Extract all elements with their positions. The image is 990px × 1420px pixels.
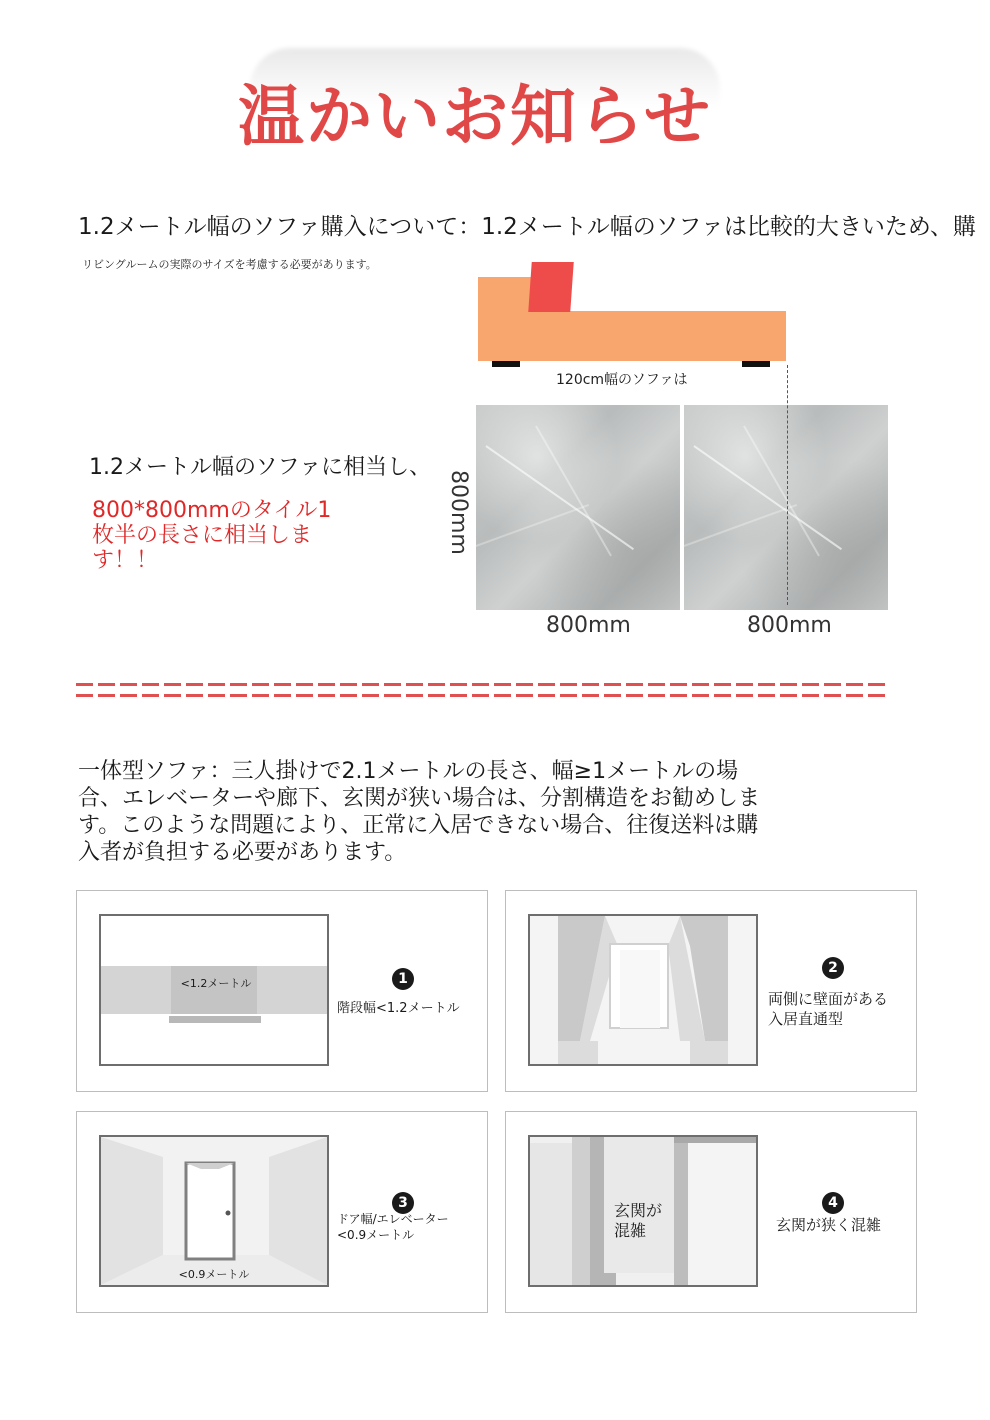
sofa-end-guide-line [787, 365, 788, 605]
tile-equivalent-highlight: 800*800mmのタイル1枚半の長さに相当します！！ [92, 498, 332, 573]
step-number-badge: 3 [392, 1192, 414, 1214]
corridor-svg [530, 916, 756, 1064]
sofa-leg-right [742, 361, 770, 367]
tile-width-label-left: 800mm [546, 613, 631, 638]
living-room-note: リビングルームの実際のサイズを考慮する必要があります。 [82, 258, 377, 271]
step-number-badge: 1 [392, 968, 414, 990]
step-number-badge: 4 [822, 1192, 844, 1214]
corridor-illustration [528, 914, 758, 1066]
card-2-text: 両側に壁面がある入居直通型 [768, 990, 889, 1028]
card-corridor [505, 890, 917, 1092]
tile-width-label-right: 800mm [747, 613, 832, 638]
sofa-leg-left [492, 361, 520, 367]
card-4-text: 玄関が狭く混雑 [776, 1216, 882, 1234]
card-door-width [76, 1111, 488, 1313]
entrance-crowded-label: 玄関が混雑 [614, 1201, 663, 1240]
dashed-divider [76, 683, 886, 697]
integrated-sofa-paragraph: 一体型ソファ：三人掛けで2.1メートルの長さ、幅≥1メートルの場合、エレベーターや廊下、玄関が狭い場合は、分割構造をお勧めします。このような問題により、正常に入居できない場合、往復送料は購入者が負担する必要があります。 [78, 759, 761, 865]
sofa-cushion [528, 262, 573, 312]
marble-tile-left [476, 405, 680, 610]
sofa-width-heading: 1.2メートル幅のソファ購入について：1.2メートル幅のソファは比較的大きいため、購 [78, 214, 976, 240]
door-width-label: <0.9メートル [178, 1268, 250, 1281]
door-room-svg [101, 1137, 327, 1285]
equivalent-text: 1.2メートル幅のソファに相当し、 [89, 455, 432, 480]
page-title: 温かいお知らせ [237, 78, 713, 155]
step-number-badge: 2 [822, 957, 844, 979]
sofa-seat [478, 311, 786, 361]
card-entrance [505, 1111, 917, 1313]
door-illustration [99, 1135, 329, 1287]
card-1-text: 階段幅<1.2メートル [337, 1001, 460, 1016]
card-stair-width [76, 890, 488, 1092]
entrance-illustration [528, 1135, 758, 1287]
card-3-text: ドア幅/エレベーター<0.9メートル [337, 1212, 449, 1242]
sofa-caption: 120cm幅のソファは [556, 372, 688, 388]
tile-height-label: 800mm [446, 470, 471, 555]
stair-illustration [99, 914, 329, 1066]
stair-width-label: <1.2メートル [180, 977, 252, 990]
marble-tile-right [684, 405, 888, 610]
